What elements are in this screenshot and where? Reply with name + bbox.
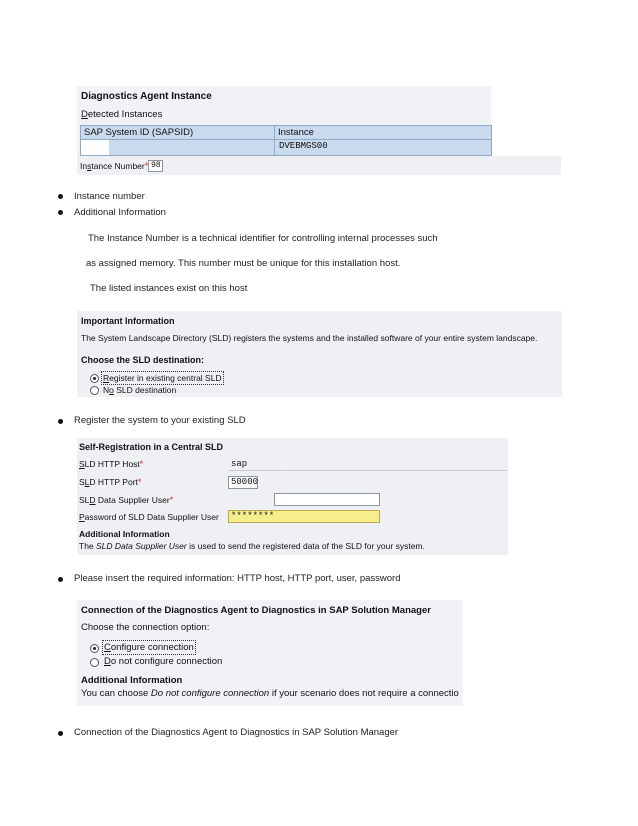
self-registration-panel [77, 438, 508, 555]
host-field-underline [282, 470, 508, 471]
solution-manager-connection-panel [77, 600, 463, 706]
option-no-sld-destination[interactable]: No SLD destination [103, 385, 177, 395]
instance-number-field[interactable]: 98 [148, 160, 163, 172]
sld-http-port-field[interactable]: 50000 [228, 476, 258, 489]
instance-number-row [77, 156, 561, 175]
option-label: SLD destination [113, 385, 177, 395]
bullet-connection-diagnostics-agent: Connection of the Diagnostics Agent to Diagnostics in SAP Solution Manager [74, 727, 399, 738]
option-label: o not configure connection [110, 656, 223, 667]
panel-title: Self-Registration in a Central SLD [79, 442, 224, 452]
additional-information-title: Additional Information [81, 675, 183, 686]
choose-sld-label: Choose the SLD destination: [81, 355, 205, 365]
instance-number-label: Instance Number* [80, 161, 149, 171]
bullet-dot [58, 194, 63, 199]
column-header-instance[interactable]: Instance [278, 127, 314, 138]
sapsid-cell[interactable] [81, 140, 109, 155]
detected-instances-text: etected Instances [87, 109, 163, 120]
instance-cell[interactable]: DVEBMGS00 [279, 141, 328, 151]
sld-http-host-label: SLD HTTP Host* [79, 459, 144, 469]
paragraph-line: The Instance Number is a technical identifier for controlling internal processes such [88, 233, 438, 244]
bullet-insert-information: Please insert the required information: HTTP host, HTTP port, user, password [74, 573, 401, 584]
option-register-existing-sld[interactable]: Register in existing central SLD [103, 373, 222, 383]
bullet-dot [58, 210, 63, 215]
sld-data-supplier-user-label: SLD Data Supplier User* [79, 495, 174, 505]
password-field[interactable]: ******** [228, 510, 380, 523]
option-do-not-configure-connection[interactable]: Do not configure connection [104, 656, 223, 667]
bullet-register-system: Register the system to your existing SLD [74, 415, 246, 426]
radio-do-not-configure-connection[interactable] [90, 658, 99, 667]
bullet-dot [58, 577, 63, 582]
sld-http-host-field[interactable]: sap [228, 458, 282, 471]
option-label: onfigure connection [110, 642, 194, 653]
paragraph-line: as assigned memory. This number must be unique for this installation host. [86, 258, 401, 269]
panel-title: Diagnostics Agent Instance [81, 91, 212, 102]
column-header-sapsid[interactable]: SAP System ID (SAPSID) [84, 127, 194, 138]
sld-http-port-label: SLD HTTP Port* [79, 477, 142, 487]
panel-title: Important Information [81, 316, 175, 326]
bullet-additional-information: Additional Information [74, 207, 166, 218]
instances-table[interactable] [80, 125, 492, 156]
password-label: Password of SLD Data Supplier User [79, 512, 219, 522]
option-label: egister in existing central SLD [109, 373, 222, 383]
option-configure-connection[interactable]: Configure connection [104, 642, 194, 653]
detected-instances-label: Detected Instances [81, 109, 163, 120]
required-marker: * [144, 161, 149, 171]
panel-title: Connection of the Diagnostics Agent to Diagnostics in SAP Solution Manager [81, 605, 431, 616]
additional-information-text: You can choose Do not configure connection if your scenario does not require a connectio [81, 688, 459, 699]
bullet-dot [58, 419, 63, 424]
bullet-instance-number: Instance number [74, 191, 145, 202]
paragraph-line: The listed instances exist on this host [90, 283, 248, 294]
bullet-dot [58, 731, 63, 736]
sld-description: The System Landscape Directory (SLD) registers the systems and the installed software of your entire system landscape. [81, 333, 538, 343]
sld-data-supplier-user-field[interactable] [274, 493, 380, 506]
sld-destination-panel [77, 311, 562, 397]
choose-connection-label: Choose the connection option: [81, 622, 210, 633]
additional-information-text: The SLD Data Supplier User is used to send the registered data of the SLD for your system. [79, 541, 425, 551]
radio-configure-connection[interactable] [90, 644, 99, 653]
radio-no-sld-destination[interactable] [90, 386, 99, 395]
additional-information-title: Additional Information [79, 529, 170, 539]
radio-register-existing-sld[interactable] [90, 374, 99, 383]
